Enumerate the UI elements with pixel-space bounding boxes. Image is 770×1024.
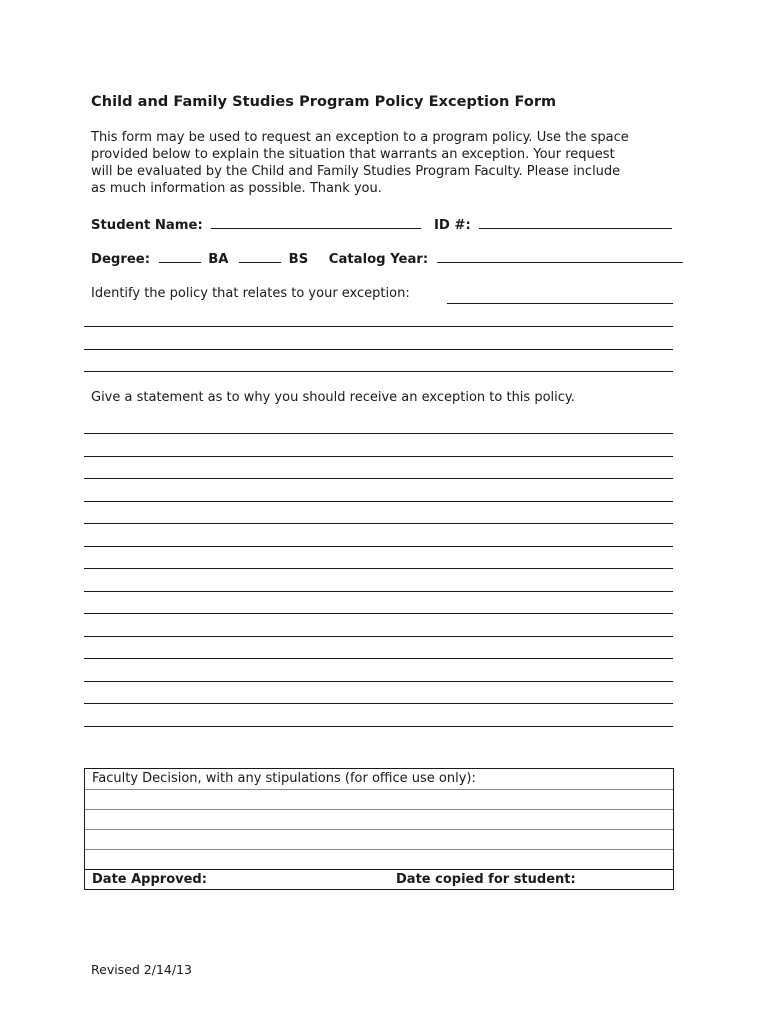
statement-answer-line[interactable]: [84, 546, 673, 547]
statement-answer-line[interactable]: [84, 681, 673, 682]
statement-answer-line[interactable]: [84, 726, 673, 727]
date-row: [85, 869, 673, 890]
degree-label: Degree:: [91, 252, 150, 267]
statement-answer-line[interactable]: [84, 523, 673, 524]
statement-answer-line[interactable]: [84, 456, 673, 457]
intro-paragraph: [91, 129, 681, 197]
statement-answer-line[interactable]: [84, 478, 673, 479]
intro-line: will be evaluated by the Child and Family Studies Program Faculty. Please include: [91, 164, 621, 179]
degree-row: [91, 250, 683, 267]
decision-line[interactable]: [85, 849, 673, 850]
statement-answer-line[interactable]: [84, 613, 673, 614]
catalog-year-label: Catalog Year:: [328, 252, 429, 267]
date-copied-label: Date copied for student:: [396, 872, 576, 887]
statement-question: Give a statement as to why you should receive an exception to this policy.: [91, 390, 575, 405]
policy-answer-line[interactable]: [84, 326, 673, 327]
statement-answer-line[interactable]: [84, 568, 673, 569]
policy-answer-line[interactable]: [84, 371, 673, 372]
date-approved-label: Date Approved:: [92, 872, 207, 887]
student-name-field[interactable]: [211, 216, 421, 229]
decision-line[interactable]: [85, 809, 673, 810]
faculty-decision-heading: Faculty Decision, with any stipulations (for office use only):: [92, 771, 476, 786]
policy-answer-line[interactable]: [447, 303, 673, 304]
intro-line: as much information as possible. Thank you.: [91, 181, 382, 196]
bs-field[interactable]: [239, 250, 281, 263]
student-name-label: Student Name:: [91, 218, 203, 233]
intro-line: This form may be used to request an exception to a program policy. Use the space: [91, 130, 629, 145]
faculty-decision-box: [84, 768, 674, 890]
statement-answer-line[interactable]: [84, 501, 673, 502]
statement-answer-line[interactable]: [84, 433, 673, 434]
revision-note: Revised 2/14/13: [91, 962, 192, 977]
catalog-year-field[interactable]: [437, 250, 683, 263]
ba-label: BA: [208, 252, 229, 267]
student-info-row: [91, 216, 672, 233]
id-field[interactable]: [479, 216, 672, 229]
decision-line[interactable]: [85, 829, 673, 830]
statement-answer-line[interactable]: [84, 636, 673, 637]
form-title: Child and Family Studies Program Policy Exception Form: [91, 94, 557, 110]
bs-label: BS: [288, 252, 309, 267]
decision-line[interactable]: [85, 789, 673, 790]
statement-answer-line[interactable]: [84, 703, 673, 704]
ba-field[interactable]: [159, 250, 201, 263]
statement-answer-line[interactable]: [84, 658, 673, 659]
intro-line: provided below to explain the situation that warrants an exception. Your request: [91, 147, 615, 162]
policy-answer-line[interactable]: [84, 349, 673, 350]
policy-question: Identify the policy that relates to your exception:: [91, 286, 410, 301]
statement-answer-line[interactable]: [84, 591, 673, 592]
id-label: ID #:: [433, 218, 471, 233]
